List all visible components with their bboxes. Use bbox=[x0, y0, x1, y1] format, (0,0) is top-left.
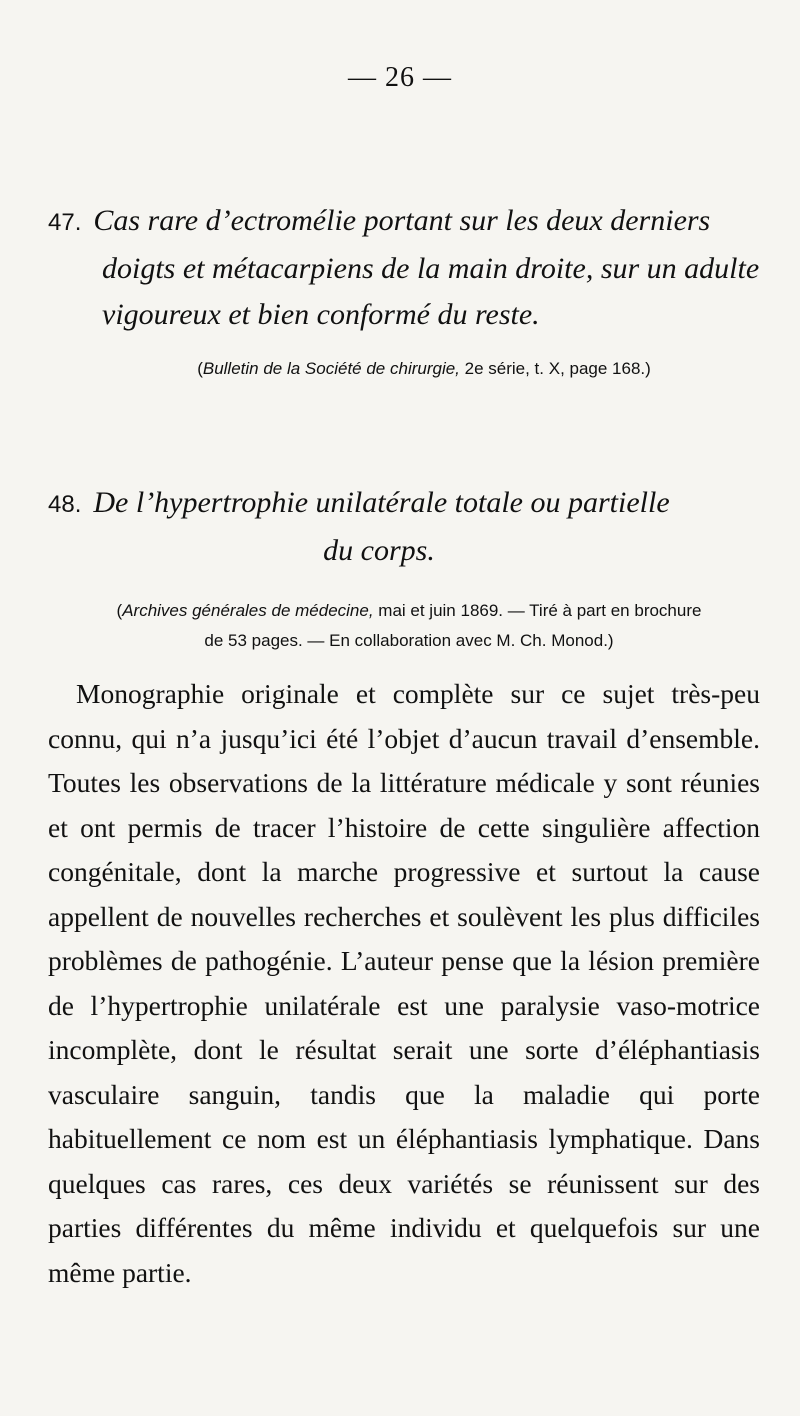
entry-title-line: doigts et métacarpiens de la main droite, sur un adulte bbox=[102, 252, 760, 285]
entry-47 bbox=[48, 198, 770, 384]
entry-title-line: du corps. bbox=[323, 534, 435, 567]
ref-details: 2e série, t. X, page 168.) bbox=[459, 359, 651, 378]
entry-reference bbox=[48, 596, 770, 656]
entry-title-line: vigoureux et bien conformé du reste. bbox=[102, 298, 540, 331]
entry-title-line: Cas rare d’ectromélie portant sur les deux derniers bbox=[93, 204, 711, 237]
entry-reference bbox=[48, 354, 770, 384]
page-number: — 26 — bbox=[348, 62, 452, 93]
entry-title bbox=[48, 198, 770, 338]
body-paragraph: Monographie originale et complète sur ce sujet très-peu connu, qui n’a jusqu’ici été l’objet d’aucun travail d’ensemble. Toutes les observations de la littérature médicale y sont réunies et ont permis de tracer l’histoire de cette singulière affection congénitale, dont la marche progressive et surtout la cause appellent de nouvelles recherches et soulèvent les plus difficiles problèmes de pathogénie. L’auteur pense que la lésion première de l’hypertrophie unilatérale est une paralysie vaso-motrice incomplète, dont le résultat serait une sorte d’éléphantiasis vasculaire sanguin, tandis que la maladie qui porte habituellement ce nom est un éléphantiasis lymphatique. Dans quelques cas rares, ces deux variétés se réunissent sur des parties différentes du même individu et quelquefois sur une même partie. bbox=[48, 678, 760, 1288]
ref-source: Bulletin de la Société de chirurgie, bbox=[202, 359, 460, 378]
ref-open: ( bbox=[116, 601, 123, 620]
ref-open: ( bbox=[197, 359, 203, 378]
ref-source: Archives générales de médecine, bbox=[122, 601, 374, 620]
entry-title bbox=[48, 480, 770, 574]
ref-details: mai et juin 1869. — Tiré à part en brochure bbox=[373, 601, 702, 620]
ref-details: de 53 pages. — En collaboration avec M. Ch. Monod.) bbox=[204, 631, 614, 650]
entry-title-line: De l’hypertrophie unilatérale totale ou partielle bbox=[93, 486, 670, 519]
entry-number: 48. bbox=[48, 491, 82, 518]
entry-number: 47. bbox=[48, 209, 82, 236]
entry-48 bbox=[48, 480, 770, 656]
